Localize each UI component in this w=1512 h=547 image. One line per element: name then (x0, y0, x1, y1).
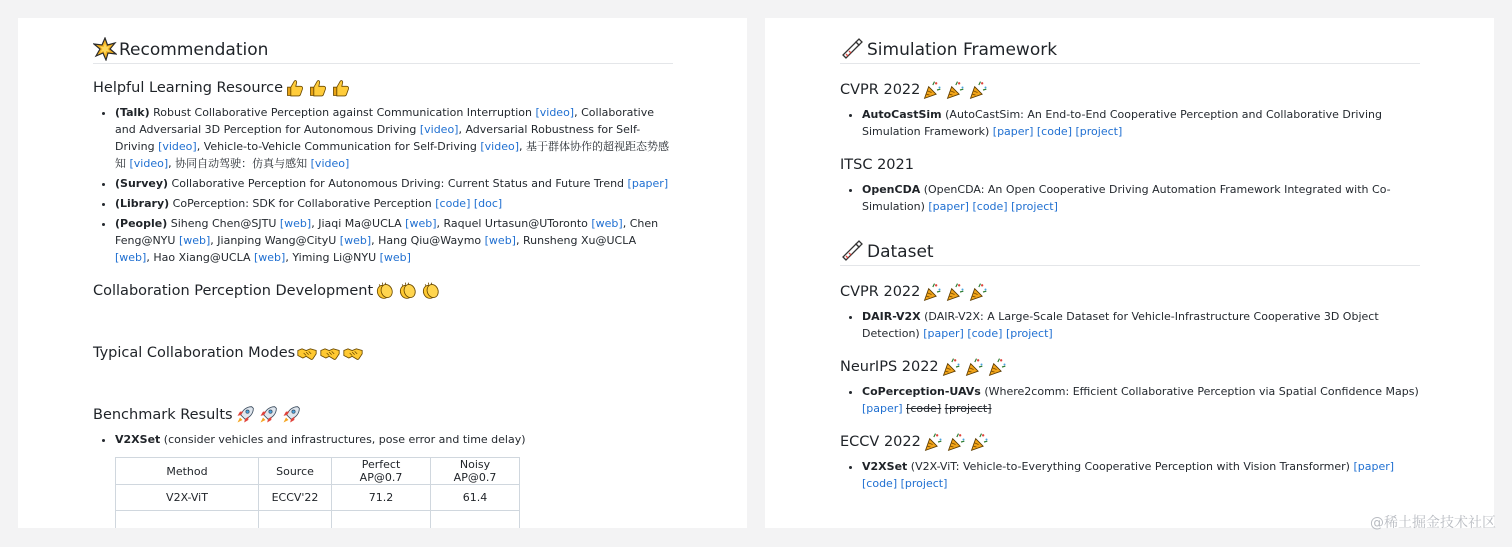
resource-link[interactable]: [code] (435, 197, 471, 210)
resource-link[interactable]: [paper] (862, 402, 903, 415)
clapping-hands-icon (398, 281, 418, 301)
resource-link[interactable]: [doc] (473, 197, 503, 210)
list-item (862, 458, 1420, 492)
typical-modes-heading (93, 343, 673, 363)
party-popper-icon (945, 282, 965, 302)
column-header: Perfect AP@0.7 (332, 458, 431, 485)
recommendation-heading-text: Recommendation (119, 40, 269, 60)
item-text: , Hao Xiang@UCLA (146, 251, 254, 264)
resource-link[interactable]: [paper] (928, 200, 969, 213)
party-popper-icon (922, 282, 942, 302)
party-popper-icon (923, 432, 943, 452)
venue-list (840, 181, 1420, 215)
party-popper-icon (987, 357, 1007, 377)
venue-list (840, 106, 1420, 140)
table-cell (332, 511, 431, 529)
benchmark-heading (93, 405, 673, 425)
handshake-icon (343, 343, 363, 363)
venue-list (840, 308, 1420, 342)
venue-icons (922, 80, 991, 100)
handshake-icon (297, 343, 317, 363)
party-popper-icon (941, 357, 961, 377)
thumbs-up-icon (331, 78, 351, 98)
item-text: (OpenCDA: An Open Cooperative Driving Automation Framework Integrated with Co-Simulation) (862, 183, 1391, 213)
resource-link[interactable]: [web] (115, 251, 147, 264)
list-item (862, 181, 1420, 215)
party-popper-icon (922, 80, 942, 100)
item-text: (AutoCastSim: An End-to-End Cooperative Perception and Collaborative Driving Simulation Framework) (862, 108, 1382, 138)
item-text: , Yiming Li@NYU (285, 251, 380, 264)
resource-link[interactable]: [video] (419, 123, 459, 136)
handshake-icon (320, 343, 340, 363)
venue-heading-text: ECCV 2022 (840, 434, 921, 450)
resource-link[interactable]: [project] (1005, 327, 1053, 340)
item-text: , 基于群体协作的超视距态势感知 (115, 140, 669, 170)
list-item (115, 431, 673, 448)
resource-link[interactable]: [web] (379, 251, 411, 264)
resource-link[interactable]: [paper] (627, 177, 669, 190)
resource-link[interactable]: [web] (339, 234, 372, 247)
item-title: DAIR-V2X (862, 310, 921, 323)
typical-modes-heading-text: Typical Collaboration Modes (93, 345, 296, 361)
venue-heading-text: ITSC 2021 (840, 157, 914, 173)
unavailable-link: [project] (944, 402, 992, 415)
list-item (115, 195, 673, 212)
item-text: (V2X-ViT: Vehicle-to-Everything Cooperative Perception with Vision Transformer) (907, 460, 1354, 473)
benchmark-heading-text: Benchmark Results (93, 407, 233, 423)
resource-link[interactable]: [paper] (923, 327, 964, 340)
party-popper-icon (968, 282, 988, 302)
venue-heading (840, 80, 1420, 100)
item-title: OpenCDA (862, 183, 921, 196)
unavailable-link: [code] (906, 402, 942, 415)
dataset-heading-text: Dataset (867, 242, 934, 262)
venue-heading-text: NeurIPS 2022 (840, 359, 939, 375)
party-popper-icon (945, 80, 965, 100)
list-item (115, 175, 673, 192)
party-popper-icon (968, 80, 988, 100)
item-text: (DAIR-V2X: A Large-Scale Dataset for Vehicle-Infrastructure Cooperative 3D Object Detection) (862, 310, 1379, 340)
resource-link[interactable]: [code] (862, 477, 898, 490)
clapping-hands-icon (421, 281, 441, 301)
venue-icons (922, 282, 991, 302)
list-item (115, 104, 673, 172)
item-text: Siheng Chen@SJTU (167, 217, 280, 230)
item-text: CoPerception: SDK for Collaborative Perception (169, 197, 436, 210)
list-item (862, 383, 1420, 417)
item-text: , Vehicle-to-Vehicle Communication for Self-Driving (196, 140, 481, 153)
item-text: , Jiaqi Ma@UCLA (311, 217, 406, 230)
left-panel (18, 18, 747, 528)
party-popper-icon (964, 357, 984, 377)
benchmark-list (93, 431, 673, 448)
table-row (116, 511, 520, 529)
resource-link[interactable]: [code] (972, 200, 1008, 213)
table-cell: 71.2 (332, 485, 431, 511)
item-text: , Jianping Wang@CityU (210, 234, 340, 247)
ticket-icon (840, 239, 864, 263)
item-title: (Survey) (115, 177, 169, 190)
item-text: , Hang Qiu@Waymo (371, 234, 485, 247)
venue-icons (923, 432, 992, 452)
resource-link[interactable]: [video] (480, 140, 519, 153)
column-header: Source (259, 458, 332, 485)
benchmark-table (115, 457, 520, 528)
venue-icons (941, 357, 1010, 377)
list-item (862, 308, 1420, 342)
resource-link[interactable]: [web] (254, 251, 286, 264)
table-cell (431, 511, 520, 529)
resource-link[interactable]: [video] (158, 140, 197, 153)
list-item (862, 106, 1420, 140)
watermark: @稀土掘金技术社区 (1370, 515, 1496, 531)
party-popper-icon (946, 432, 966, 452)
resource-link[interactable]: [web] (484, 234, 516, 247)
venue-heading (840, 432, 1420, 452)
resource-link[interactable]: [video] (129, 157, 169, 170)
helpful-heading (93, 78, 673, 98)
rocket-icon (281, 405, 301, 425)
dataset-heading (840, 223, 1420, 266)
benchmark-dataset-name: V2XSet (115, 433, 161, 446)
thumbs-up-icon (308, 78, 328, 98)
resource-link[interactable]: [web] (178, 234, 211, 247)
helpful-heading-text: Helpful Learning Resource (93, 80, 284, 96)
item-title: V2XSet (862, 460, 908, 473)
list-item (115, 215, 673, 266)
item-text: (Where2comm: Efficient Collaborative Perception via Spatial Confidence Maps) (980, 385, 1419, 398)
item-text: Collaborative Perception for Autonomous Driving: Current Status and Future Trend (168, 177, 628, 190)
recommendation-heading (93, 18, 673, 64)
venue-heading-text: CVPR 2022 (840, 82, 921, 98)
clapping-hands-icon (375, 281, 395, 301)
rocket-icon (258, 405, 278, 425)
burst-icon (93, 37, 117, 61)
ticket-icon (840, 37, 864, 61)
dataset-groups (840, 282, 1420, 492)
simulation-heading-text: Simulation Framework (867, 40, 1058, 60)
resource-link[interactable]: [paper] (992, 125, 1034, 138)
column-header: Method (116, 458, 259, 485)
table-cell: ECCV'22 (259, 485, 332, 511)
item-text: , Raquel Urtasun@UToronto (436, 217, 592, 230)
resource-link[interactable]: [video] (310, 157, 350, 170)
resource-link[interactable]: [paper] (1353, 460, 1395, 473)
venue-list (840, 458, 1420, 492)
simulation-groups (840, 80, 1420, 215)
resource-link[interactable]: [web] (279, 217, 312, 230)
thumbs-up-icon (285, 78, 305, 98)
resource-link[interactable]: [code] (1036, 125, 1072, 138)
item-text: Robust Collaborative Perception against Communication Interruption (149, 106, 536, 119)
simulation-heading (840, 18, 1420, 64)
item-text: , Adversarial Robustness for Self-Driving (115, 123, 641, 153)
venue-heading (840, 155, 1420, 175)
resource-link[interactable]: [web] (591, 217, 623, 230)
venue-list (840, 383, 1420, 417)
item-title: CoPerception-UAVs (862, 385, 981, 398)
table-cell (116, 511, 259, 529)
resource-link[interactable]: [web] (405, 217, 437, 230)
venue-heading (840, 357, 1420, 377)
item-text: , Chen Feng@NYU (115, 217, 659, 247)
item-text: , Collaborative and Adversarial 3D Perception for Autonomous Driving (115, 106, 654, 136)
item-title: (Library) (115, 197, 170, 210)
collab-dev-heading (93, 281, 673, 301)
table-cell: 61.4 (431, 485, 520, 511)
party-popper-icon (969, 432, 989, 452)
venue-heading (840, 282, 1420, 302)
item-text: , Runsheng Xu@UCLA (515, 234, 637, 247)
item-text: , 协同自动驾驶：仿真与感知 (168, 157, 311, 170)
table-cell: V2X-ViT (116, 485, 259, 511)
resource-link[interactable]: [project] (1011, 200, 1058, 213)
rocket-icon (235, 405, 255, 425)
item-title: (People) (115, 217, 168, 230)
table-row (116, 485, 520, 511)
benchmark-dataset-desc: (consider vehicles and infrastructures, pose error and time delay) (160, 433, 526, 446)
table-cell (259, 511, 332, 529)
item-title: (Talk) (115, 106, 150, 119)
resource-link[interactable]: [project] (1075, 125, 1123, 138)
resource-link[interactable]: [code] (967, 327, 1003, 340)
collab-dev-heading-text: Collaboration Perception Development (93, 283, 374, 299)
column-header: Noisy AP@0.7 (431, 458, 520, 485)
table-header-row (116, 458, 520, 485)
resource-link[interactable]: [project] (900, 477, 948, 490)
venue-heading-text: CVPR 2022 (840, 284, 921, 300)
right-panel (765, 18, 1494, 528)
helpful-resource-list (93, 104, 673, 266)
item-title: AutoCastSim (862, 108, 942, 121)
resource-link[interactable]: [video] (535, 106, 575, 119)
